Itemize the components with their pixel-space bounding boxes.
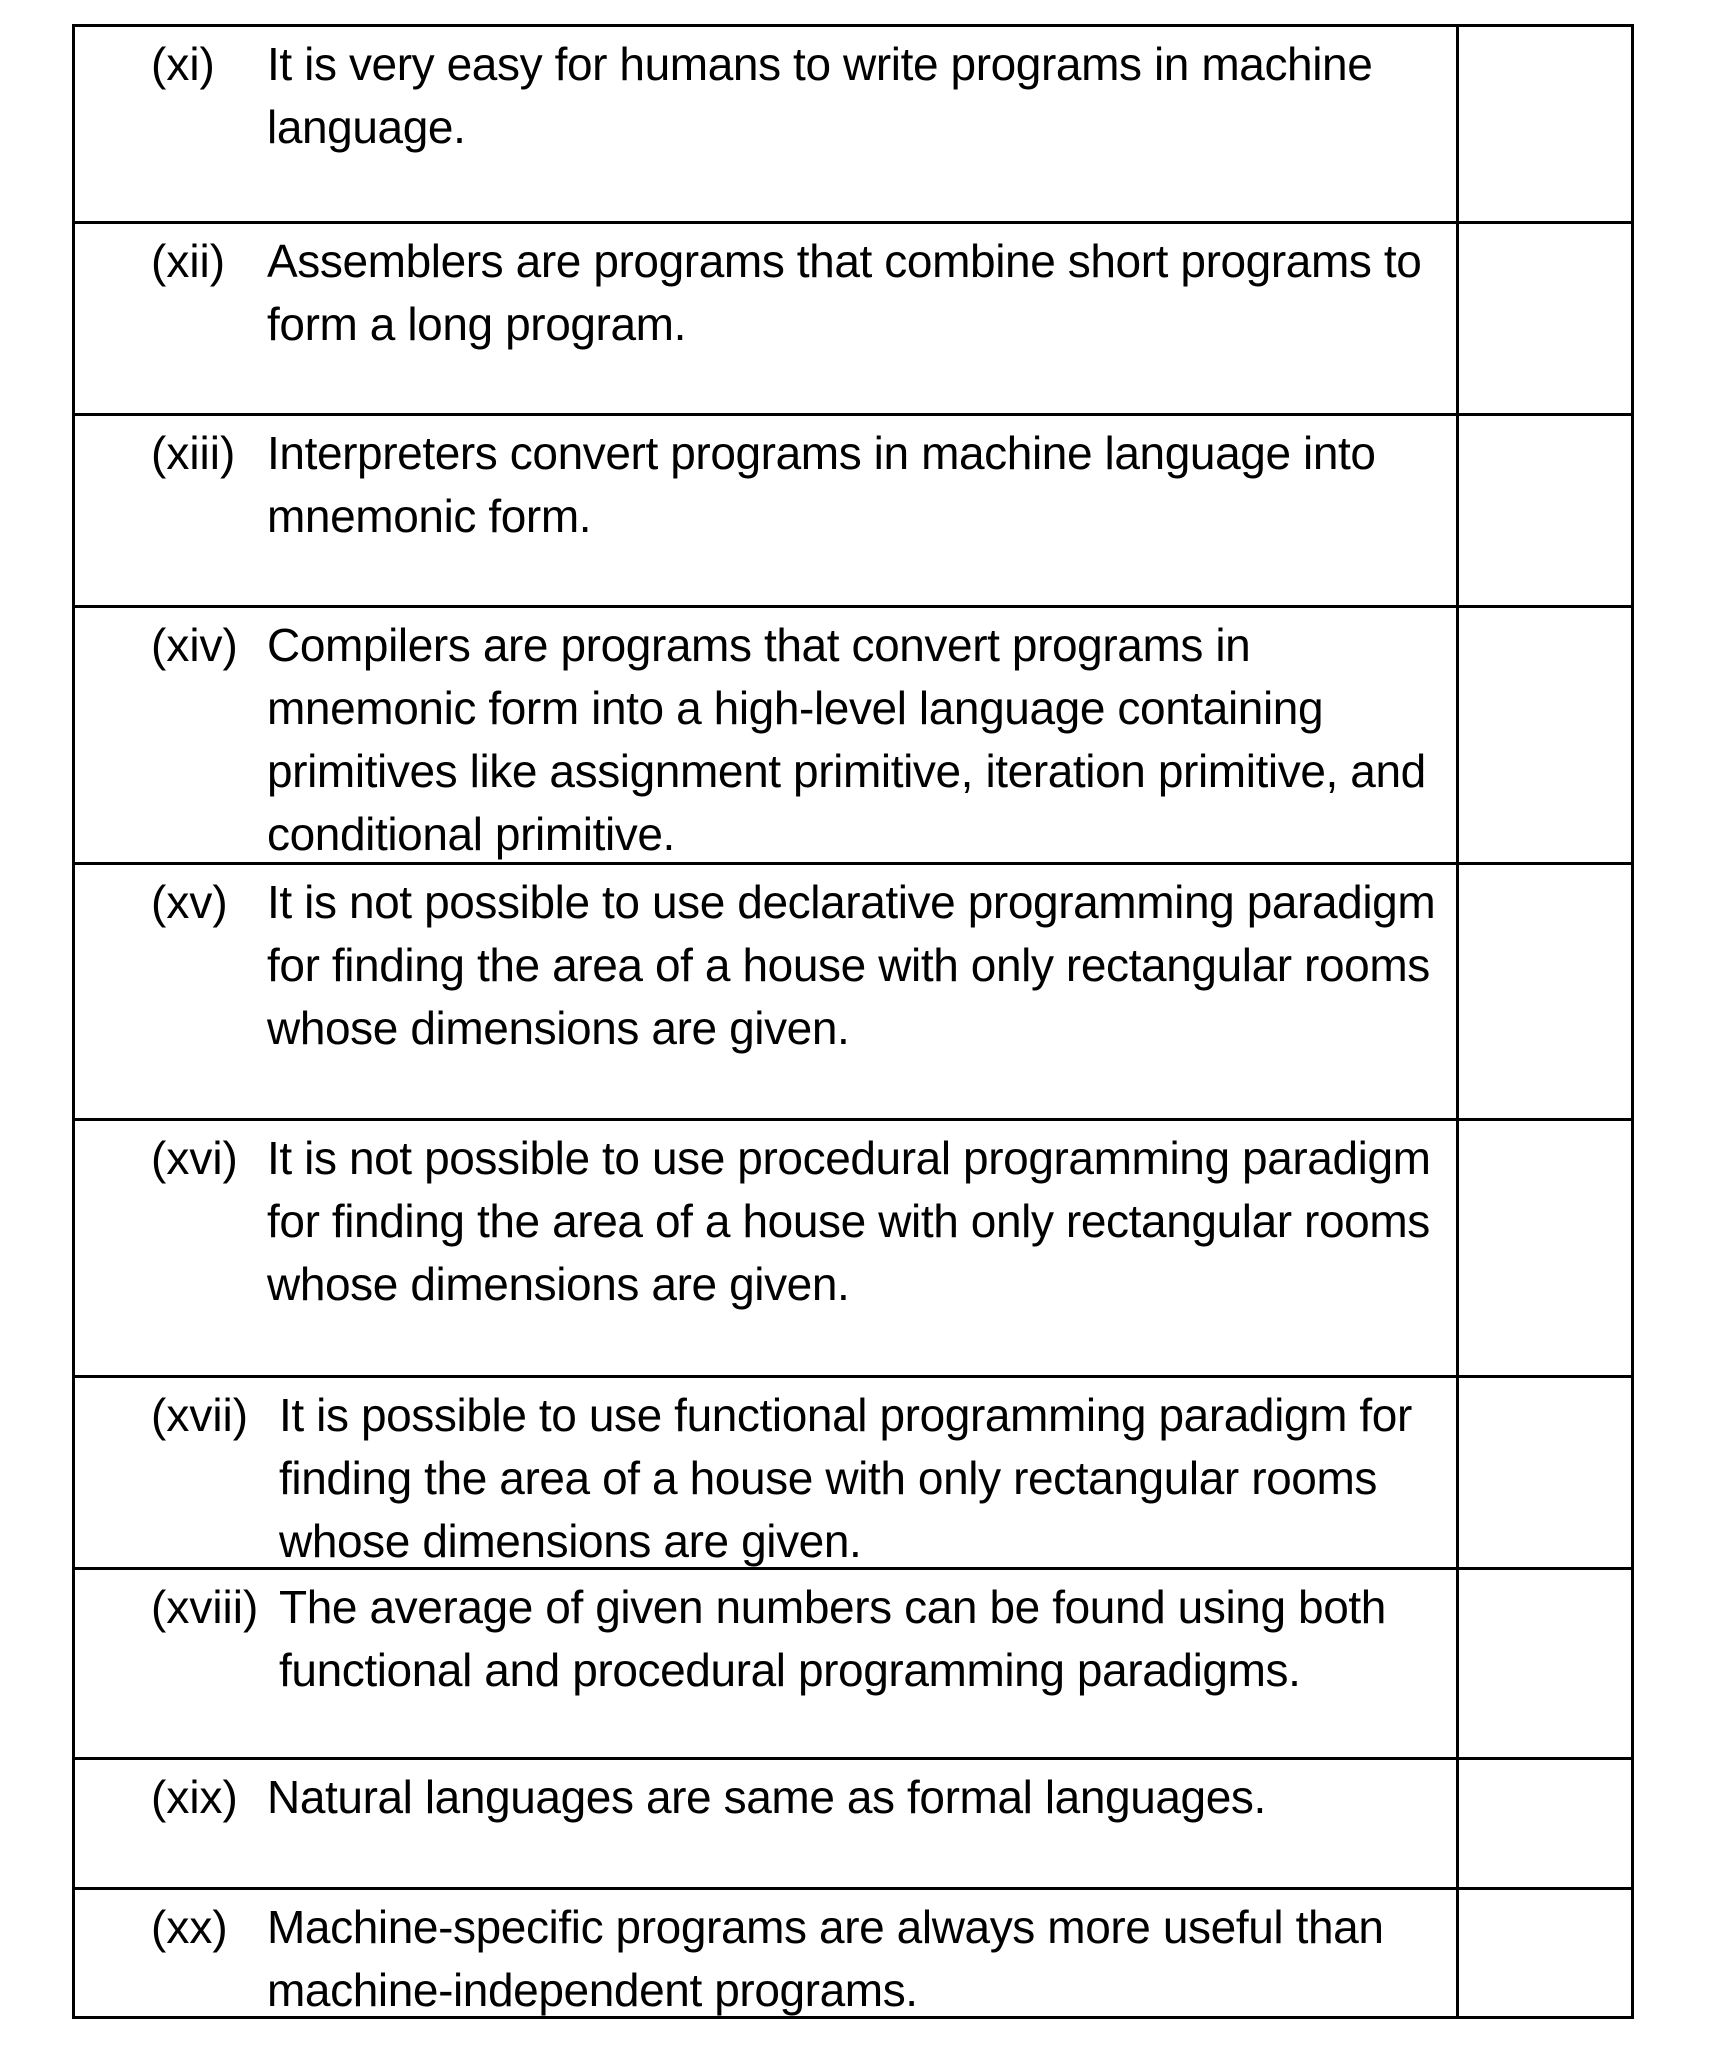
statement-cell: [75, 1121, 1459, 1375]
table-row: [75, 1567, 1631, 1757]
answer-cell[interactable]: [1459, 1121, 1631, 1375]
statement-cell: [75, 865, 1459, 1118]
table-row: [75, 1887, 1631, 2016]
table-row: [75, 1375, 1631, 1567]
statement-text: Natural languages are same as formal languages.: [267, 1771, 1266, 1823]
item-number: (xiv): [151, 619, 238, 671]
statement-text: Compilers are programs that convert programs in mnemonic form into a high-level language containing primitives like assignment primitive, iteration primitive, and conditional primitive.: [267, 619, 1426, 860]
item-number: (xi): [151, 38, 215, 90]
table-row: [75, 862, 1631, 1118]
statement-cell: [75, 1570, 1459, 1757]
answer-cell[interactable]: [1459, 416, 1631, 605]
statement-text: It is not possible to use declarative programming paradigm for finding the area of a house with only rectangular rooms whose dimensions are given.: [267, 876, 1436, 1054]
statement-text: It is very easy for humans to write programs in machine language.: [267, 38, 1373, 153]
item-number: (xvii): [151, 1389, 249, 1441]
answer-cell[interactable]: [1459, 1760, 1631, 1887]
statement-cell: [75, 1760, 1459, 1887]
statement-cell: [75, 608, 1459, 862]
table-row: [75, 221, 1631, 413]
item-number: (xii): [151, 235, 226, 287]
answer-cell[interactable]: [1459, 224, 1631, 413]
answer-cell[interactable]: [1459, 1378, 1631, 1567]
answer-cell[interactable]: [1459, 1890, 1631, 2016]
table-row: [75, 413, 1631, 605]
table-row: [75, 1118, 1631, 1375]
item-number: (xiii): [151, 427, 236, 479]
statement-cell: [75, 1378, 1459, 1567]
statement-text: The average of given numbers can be found using both functional and procedural programming paradigms.: [279, 1581, 1386, 1696]
answer-cell[interactable]: [1459, 27, 1631, 221]
statement-text: It is not possible to use procedural programming paradigm for finding the area of a house with only rectangular rooms whose dimensions are given.: [267, 1132, 1431, 1310]
table-row: [75, 1757, 1631, 1887]
answer-cell[interactable]: [1459, 1570, 1631, 1757]
answer-cell[interactable]: [1459, 865, 1631, 1118]
table-row: [75, 27, 1631, 221]
item-number: (xx): [151, 1901, 228, 1953]
item-number: (xix): [151, 1771, 238, 1823]
statement-table: [72, 24, 1634, 2019]
item-number: (xviii): [151, 1581, 259, 1633]
statement-text: It is possible to use functional programming paradigm for finding the area of a house with only rectangular rooms whose dimensions are given.: [279, 1389, 1412, 1567]
statement-cell: [75, 224, 1459, 413]
statement-cell: [75, 416, 1459, 605]
table-row: [75, 605, 1631, 862]
item-number: (xvi): [151, 1132, 238, 1184]
statement-cell: [75, 1890, 1459, 2016]
statement-text: Machine-specific programs are always more useful than machine-independent programs.: [267, 1901, 1384, 2016]
statement-cell: [75, 27, 1459, 221]
statement-text: Interpreters convert programs in machine language into mnemonic form.: [267, 427, 1376, 542]
item-number: (xv): [151, 876, 228, 928]
statement-text: Assemblers are programs that combine short programs to form a long program.: [267, 235, 1422, 350]
answer-cell[interactable]: [1459, 608, 1631, 862]
